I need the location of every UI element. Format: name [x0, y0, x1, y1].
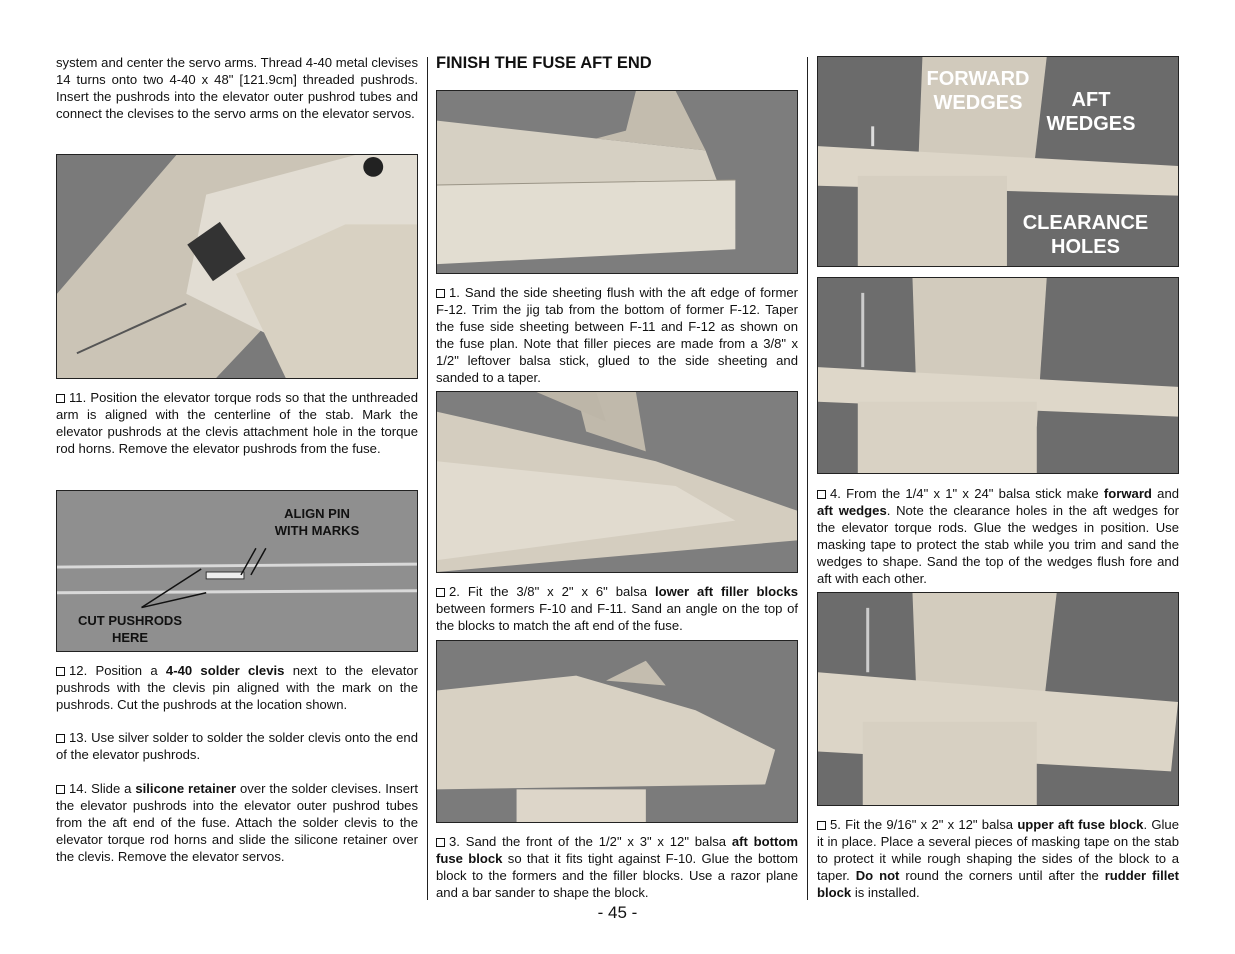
checkbox-icon[interactable] [436, 588, 445, 597]
step-2: 2. Fit the 3/8" x 2" x 6" balsa lower aft filler blocks between formers F-10 and F-11. Sand an angle on the top of the blocks to match the aft end of the fuse. [436, 584, 799, 633]
checkbox-icon[interactable] [436, 289, 445, 298]
step-12: 12. Position a 4-40 solder clevis next to the elevator pushrods with the clevis pin aligned with the mark on the pushrods. Cut the pushrods at the location shown. [56, 663, 418, 712]
photo-aft-sheeting [436, 90, 798, 274]
checkbox-icon[interactable] [56, 667, 65, 676]
step-5: 5. Fit the 9/16" x 2" x 12" balsa upper aft fuse block. Glue it in place. Place a several pieces of masking tape on the stab to protect it while rough shaping the sides of the block to a taper. Do not round the corners until after the rudder fillet block is installed. [817, 817, 1179, 900]
checkbox-icon[interactable] [817, 821, 826, 830]
step-13: 13. Use silver solder to solder the solder clevis onto the end of the elevator pushrods. [56, 730, 418, 762]
paragraph-intro: system and center the servo arms. Thread 4-40 metal clevises 14 turns onto two 4-40 x 48" [121.9cm] threaded pushrods. Insert the pushrods into the elevator outer pushrod tubes and connect the clevises to the servo arms on the elevator servos. [56, 55, 418, 121]
label-forward-wedges: FORWARD WEDGES [926, 68, 1030, 114]
label-clearance-holes: CLEARANCE HOLES [1022, 212, 1149, 258]
photo-upper-aft-block [817, 592, 1179, 806]
checkbox-icon[interactable] [436, 838, 445, 847]
step-3: 3. Sand the front of the 1/2" x 3" x 12" balsa aft bottom fuse block so that it fits tight against F-10. Glue the bottom block to the formers and the filler blocks. Use a razor plane and a bar sander to shape the block. [436, 834, 799, 900]
step-4: 4. From the 1/4" x 1" x 24" balsa stick make forward and aft wedges. Note the clearance holes in the aft wedges for the elevator torque rods. Glue the wedges in position. Use masking tape to protect the stab while you trim and sand the wedges to shape. Sand the top of the wedges flush fore and aft with each other. [817, 486, 1180, 586]
photo-lower-filler-blocks [436, 391, 798, 573]
photo-aft-bottom-block [436, 640, 798, 823]
page-number: - 45 - [597, 903, 638, 922]
checkbox-icon[interactable] [56, 734, 65, 743]
checkbox-icon[interactable] [56, 785, 65, 794]
step-11: 11. Position the elevator torque rods so that the unthreaded arm is aligned with the centerline of the stab. Mark the elevator pushrods at the clevis attachment hole in the torque rod horns. Remove the elevator pushrods from the fuse. [56, 390, 418, 456]
step-14: 14. Slide a silicone retainer over the solder clevises. Insert the elevator pushrods into the elevator outer pushrod tubes from the aft end of the fuse. Attach the solder clevis to the elevator torque rod horns and slide the silicone retainer over the clevis. Remove the elevator servos. [56, 781, 418, 864]
checkbox-icon[interactable] [817, 490, 826, 499]
label-align-pin: ALIGN PIN WITH MARKS [274, 506, 360, 538]
checkbox-icon[interactable] [56, 394, 65, 403]
photo-wedges [817, 56, 1179, 267]
section-heading: FINISH THE FUSE AFT END [436, 54, 652, 72]
label-aft-wedges: AFT WEDGES [1046, 89, 1136, 135]
column-divider [427, 57, 428, 900]
column-divider [807, 57, 808, 900]
photo-wedges-detail [817, 277, 1179, 474]
photo-elevator-servos [56, 154, 418, 379]
step-1: 1. Sand the side sheeting flush with the aft edge of former F-12. Trim the jig tab from the bottom of former F-12. Taper the fuse side sheeting between F-11 and F-12 as shown on the fuse plan. Note that filler pieces are made from a 3/8" x 1/2" leftover balsa stick, glued to the side sheeting and sanded to a taper. [436, 285, 798, 385]
photo-pushrods [56, 490, 418, 652]
label-cut-pushrods: CUT PUSHRODS HERE [77, 613, 182, 645]
